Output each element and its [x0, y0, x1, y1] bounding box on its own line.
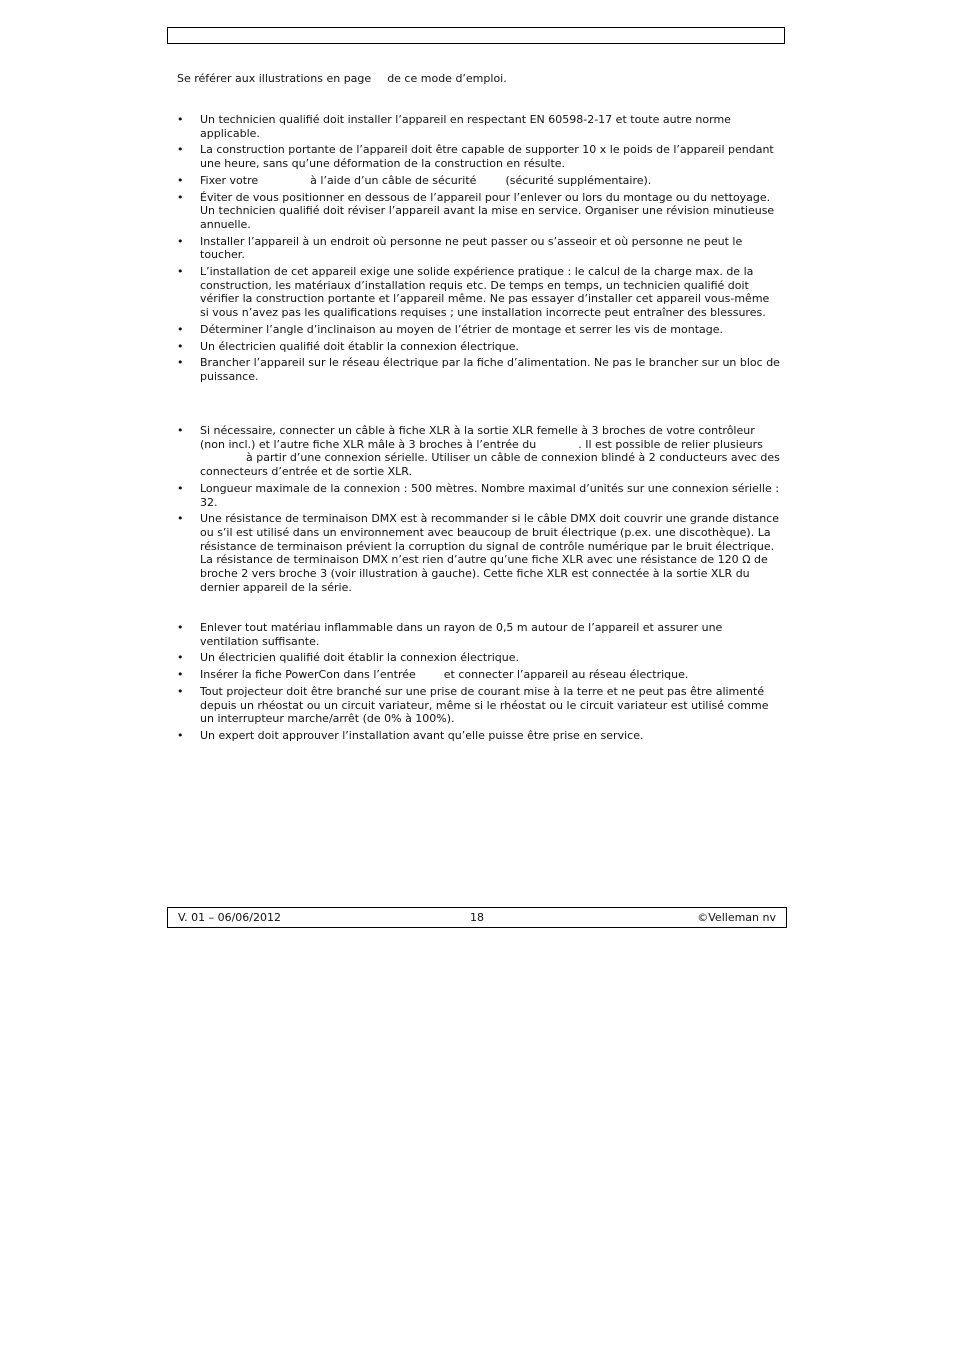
list-item: • Enlever tout matériau inflammable dans un rayon de 0,5 m autour de l’appareil et assurer une ventilation suffisante. — [177, 621, 723, 648]
footer — [167, 907, 787, 928]
list-item: • Longueur maximale de la connexion : 500 mètres. Nombre maximal d’unités sur une connexion sérielle : 32. — [177, 481, 779, 509]
intro-text — [177, 72, 507, 86]
list-item: • Insérer la fiche PowerCon dans l’entrée et connecter l’appareil au réseau électrique. — [177, 668, 689, 682]
footer-page-number: 18 — [470, 911, 484, 924]
list-item: • Une résistance de terminaison DMX est à recommander si le câble DMX doit couvrir une grande distance ou s’il est utilisé dans un environnement avec beaucoup de bruit électrique (p.ex. une discothèque). La résistance de terminaison prévient la corruption du signal de contrôle numérique par le bruit électrique. La résistance de terminaison DMX n’est rien d’autre qu’une fiche XLR avec une résistance de 120 Ω de broche 2 vers broche 3 (voir illustration à gauche). Cette fiche XLR est connectée à la sortie XLR du dernier appareil de la série. — [177, 512, 779, 594]
list-item: • Un expert doit approuver l’installation avant qu’elle puisse être prise en service. — [177, 728, 644, 742]
list-item: • Un électricien qualifié doit établir la connexion électrique. — [177, 339, 520, 353]
list-item: • L’installation de cet appareil exige une solide expérience pratique : le calcul de la charge max. de la construction, les matériaux d’installation requis etc. De temps en temps, un technicien qualifié doit vérifier la construction portante et l’appareil même. Ne pas essayer d’installer cet appareil vous-même si vous n’avez pas les qualifications requises ; une installation incorrecte peut entraîner des blessures. — [177, 265, 770, 320]
section-electrical — [177, 621, 781, 746]
list-item: • Brancher l’appareil sur le réseau électrique par la fiche d’alimentation. Ne pas le brancher sur un bloc de puissance. — [177, 356, 780, 383]
list-item: • Déterminer l’angle d’inclinaison au moyen de l’étrier de montage et serrer les vis de montage. — [177, 322, 723, 336]
list-item: • Installer l’appareil à un endroit où personne ne peut passer ou s’asseoir et où personne ne peut le toucher. — [177, 234, 743, 262]
list-item: • Fixer votre à l’aide d’un câble de sécurité (sécurité supplémentaire). — [177, 173, 652, 187]
list-item: • La construction portante de l’appareil doit être capable de supporter 10 x le poids de l’appareil pendant une heure, sans qu’une déformation de la construction en résulte. — [177, 143, 774, 171]
header-frame — [167, 27, 785, 44]
list-item: • Éviter de vous positionner en dessous de l’appareil pour l’enlever ou lors du montage ou du nettoyage. Un technicien qualifié doit réviser l’appareil avant la mise en service. Organiser une révision minutieuse annuelle. — [177, 190, 775, 231]
list-item: • Si nécessaire, connecter un câble à fiche XLR à la sortie XLR femelle à 3 broches de votre contrôleur (non incl.) et l’autre fiche XLR mâle à 3 broches à l’entrée du . Il est possible de relier plusieursà partir d’une connexion sérielle. Utiliser un câble de connexion blindé à 2 conducteurs avec des connecteurs d’entrée et de sortie XLR. — [177, 424, 780, 479]
footer-copyright: ©Velleman nv — [697, 911, 776, 924]
section-dmx — [177, 424, 781, 597]
intro-part1: Se référer aux illustrations en page — [177, 72, 372, 85]
list-item: • Un électricien qualifié doit établir la connexion électrique. — [177, 651, 520, 665]
list-item: • Un technicien qualifié doit installer l’appareil en respectant EN 60598-2-17 et toute autre norme applicable. — [177, 113, 731, 140]
intro-part2: de ce mode d’emploi. — [387, 72, 507, 85]
section-installation — [177, 113, 781, 387]
list-item: • Tout projecteur doit être branché sur une prise de courant mise à la terre et ne peut pas être alimenté depuis un rhéostat ou un circuit variateur, même si le rhéostat ou le circuit variateur est utilisé comme un interrupteur marche/arrêt (de 0% à 100%). — [177, 684, 769, 726]
footer-version: V. 01 – 06/06/2012 — [178, 911, 281, 924]
